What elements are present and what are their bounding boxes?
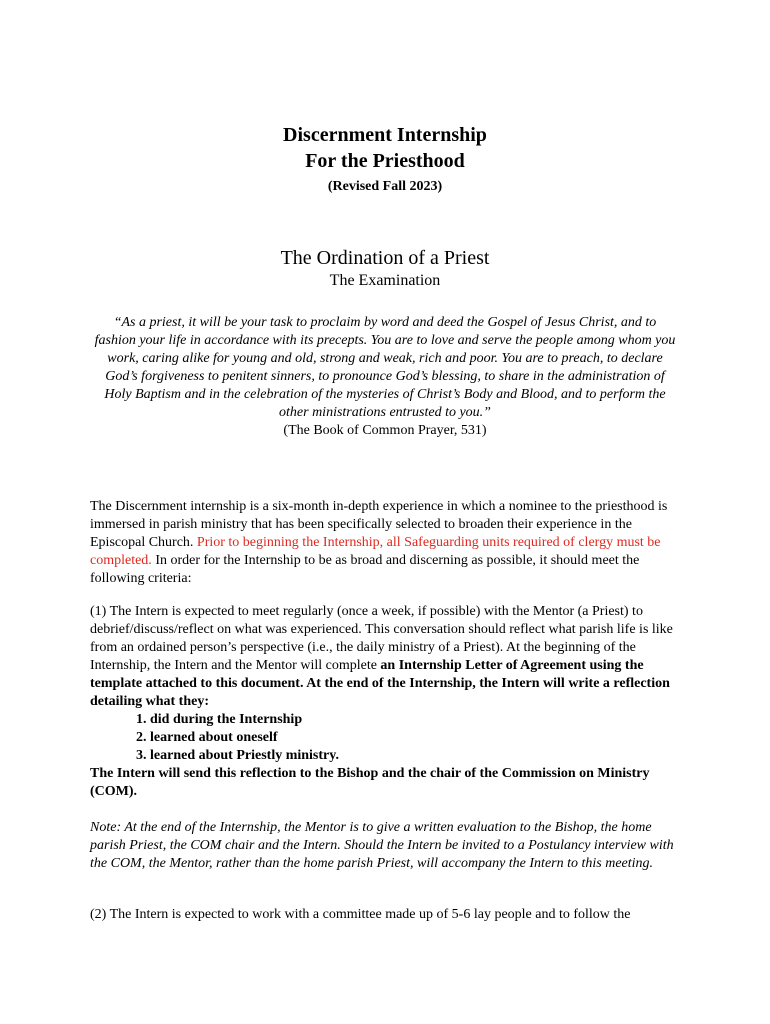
list-item: 3. learned about Priestly ministry.	[136, 748, 339, 763]
criterion-1-paragraph	[90, 603, 685, 801]
letter-of-agreement-text: an Internship Letter of Agreement using the template attached to this document. At the end of the Internship, the Intern will write a reflection detailing what they:	[90, 658, 670, 709]
mentor-note: Note: At the end of the Internship, the Mentor is to give a written evaluation to the Bishop, the home parish Priest, the COM chair and the Intern. Should the Intern be invited to a Postulancy interview with the COM, the Mentor, rather than the home parish Priest, will accompany the Intern to this meeting.	[90, 820, 674, 871]
intro-text-start: The Discernment internship is a six-month in-depth experience in which a nominee to the priesthood is immersed in parish ministry that has been specifically selected to broaden their experience in the Episcopal Church.	[90, 499, 668, 550]
list-item: 1. did during the Internship	[136, 712, 303, 727]
document-title-line2: For the Priesthood	[305, 150, 465, 172]
reflection-submission-text: The Intern will send this reflection to the Bishop and the chair of the Commission on Ministry (COM).	[90, 766, 650, 799]
section-title: The Ordination of a Priest	[280, 247, 490, 269]
revision-note: (Revised Fall 2023)	[327, 179, 443, 194]
reflection-list	[90, 711, 685, 765]
list-item: 2. learned about oneself	[136, 730, 278, 745]
ordination-quote: “As a priest, it will be your task to proclaim by word and deed the Gospel of Jesus Christ, and to fashion your life in accordance with its precepts. You are to love and serve the people among whom you work, caring alike for young and old, strong and weak, rich and poor. You are to preach, to declare God’s forgiveness to penitent sinners, to pronounce God’s blessing, to share in the administration of Holy Baptism and in the celebration of the mysteries of Christ’s Body and Blood, and to perform the other ministrations entrusted to you.”	[94, 315, 676, 420]
safeguarding-requirement: Prior to beginning the Internship, all Safeguarding units required of clergy must be completed.	[90, 535, 661, 568]
criterion-2-paragraph: (2) The Intern is expected to work with a committee made up of 5-6 lay people and to follow the	[90, 907, 631, 922]
quote-source: (The Book of Common Prayer, 531)	[283, 423, 487, 438]
title-block	[0, 122, 770, 197]
intro-text-end: In order for the Internship to be as broad and discerning as possible, it should meet the following criteria:	[90, 553, 640, 586]
criterion-1-text: (1) The Intern is expected to meet regularly (once a week, if possible) with the Mentor (a Priest) to debrief/discuss/reflect on what was experienced. This conversation should reflect what parish life is like from an ordained person’s perspective (i.e., the daily ministry of a Priest). At the beginning of the Internship, the Intern and the Mentor will complete	[90, 604, 673, 673]
section-subtitle: The Examination	[329, 272, 441, 289]
intro-paragraph	[90, 498, 685, 588]
document-title-line1: Discernment Internship	[283, 124, 487, 146]
